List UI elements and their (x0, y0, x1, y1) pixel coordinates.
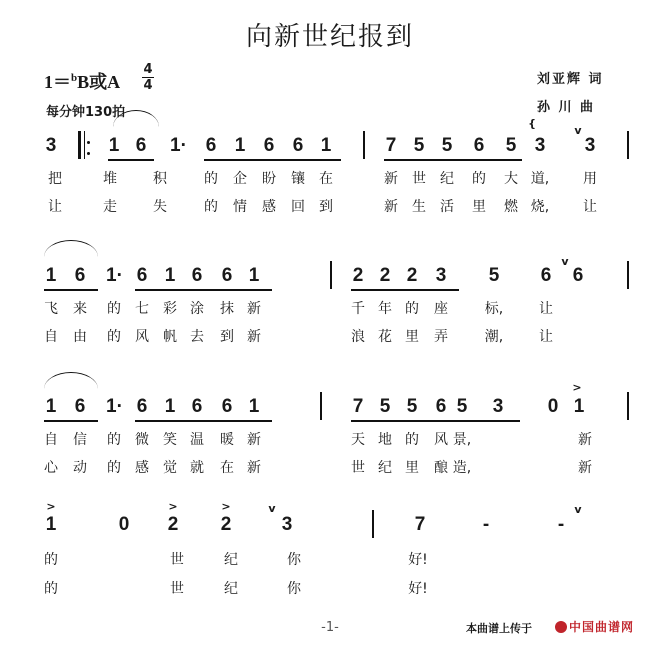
beam-underline (351, 289, 459, 291)
key-prefix: 1＝ (44, 72, 71, 92)
lyric-verse1: 纪 (224, 552, 238, 568)
bar-line (330, 261, 332, 289)
key-text: B或A (77, 72, 121, 92)
accent-mark: > (572, 381, 582, 394)
bar-line (627, 261, 629, 289)
lyric-verse2: 世 (351, 460, 365, 476)
accent-mark: > (221, 500, 231, 513)
tempo-marking: 每分钟130拍 (46, 105, 126, 120)
lyric-verse1: 新 (384, 171, 398, 187)
lyric-verse1: 七 (135, 301, 149, 317)
note: 1 (164, 265, 176, 286)
bar-line (320, 392, 322, 420)
beam-underline (351, 420, 520, 422)
lyric-verse1: 来 (73, 301, 87, 317)
lyric-verse2: 走 (103, 199, 117, 215)
lyric-verse2: 的 (107, 329, 121, 345)
note: 1 (45, 265, 57, 286)
lyric-verse2: 在 (220, 460, 234, 476)
note: 3 (534, 135, 546, 156)
note: 6 (74, 265, 86, 286)
note: 1 (45, 514, 57, 535)
repeat-barline (78, 131, 81, 159)
lyric-verse1: 飞 (44, 301, 58, 317)
repeat-thin-line (84, 131, 85, 159)
accent-mark: v (574, 503, 582, 516)
lyric-verse1: 把 (48, 171, 62, 187)
lyric-verse1: 纪 (440, 171, 454, 187)
note: - (482, 514, 490, 535)
lyric-verse2: 里 (405, 460, 419, 476)
note: 0 (118, 514, 130, 535)
lyric-verse2: 里 (405, 329, 419, 345)
lyric-verse2: 让 (583, 199, 597, 215)
beam-underline (44, 420, 98, 422)
note: 3 (45, 135, 57, 156)
note: 5 (379, 396, 391, 417)
lyric-verse1: 暖 (220, 432, 234, 448)
key-signature (44, 68, 120, 94)
note: 3 (435, 265, 447, 286)
lyricist-credit: 刘亚辉 词 (537, 72, 604, 87)
page-number: -1- (321, 620, 339, 635)
lyric-verse2: 觉 (163, 460, 177, 476)
lyric-verse1: 新 (578, 432, 592, 448)
lyric-verse1: 温 (190, 432, 204, 448)
lyric-verse1: 座 (434, 301, 448, 317)
repeat-dot (87, 141, 90, 144)
accent-mark: v (561, 255, 569, 268)
lyric-verse1: 镶 (291, 171, 305, 187)
lyric-verse2: 潮, (484, 329, 504, 345)
note: 5 (413, 135, 425, 156)
lyric-verse1: 笑 (163, 432, 177, 448)
note: 2 (379, 265, 391, 286)
lyric-verse1: 的 (472, 171, 486, 187)
lyric-verse1: 的 (107, 432, 121, 448)
lyric-verse2: 新 (247, 329, 261, 345)
lyric-verse1: 彩 (163, 301, 177, 317)
lyric-verse2: 弄 (434, 329, 448, 345)
note: 6 (435, 396, 447, 417)
accent-mark: > (168, 500, 178, 513)
lyric-verse2: 花 (378, 329, 392, 345)
lyric-verse2: 动 (73, 460, 87, 476)
lyric-verse2: 自 (44, 329, 58, 345)
lyric-verse2: 酿 (434, 460, 448, 476)
lyric-verse2: 新 (578, 460, 592, 476)
lyric-verse2: 生 (412, 199, 426, 215)
note: 1· (106, 265, 123, 286)
note: 3 (584, 135, 596, 156)
note: 6 (136, 265, 148, 286)
lyric-verse2: 的 (204, 199, 218, 215)
logo-icon (555, 621, 567, 633)
lyric-verse2: 让 (539, 329, 553, 345)
accent-mark: > (46, 500, 56, 513)
lyric-verse1: 好! (408, 552, 428, 568)
note: 2 (406, 265, 418, 286)
note: 6 (572, 265, 584, 286)
site-name: 中国曲谱网 (569, 620, 635, 634)
lyric-verse2: 由 (73, 329, 87, 345)
bar-line (627, 392, 629, 420)
lyric-verse2: 浪 (351, 329, 365, 345)
lyric-verse2: 回 (291, 199, 305, 215)
lyric-verse1: 千 (351, 301, 365, 317)
lyric-verse1: 自 (44, 432, 58, 448)
note: 1 (320, 135, 332, 156)
lyric-verse1: 信 (73, 432, 87, 448)
lyric-verse2: 的 (44, 581, 58, 597)
note: 6 (263, 135, 275, 156)
note: 5 (505, 135, 517, 156)
note: 1 (248, 396, 260, 417)
beam-underline (135, 289, 272, 291)
note: 5 (488, 265, 500, 286)
lyric-verse1: 你 (287, 552, 301, 568)
note: 7 (385, 135, 397, 156)
note: - (557, 514, 565, 535)
lyric-verse1: 的 (44, 552, 58, 568)
note: 6 (191, 265, 203, 286)
beam-underline (108, 159, 154, 161)
note: 1 (573, 396, 585, 417)
site-logo (555, 618, 634, 635)
lyric-verse2: 纪 (224, 581, 238, 597)
note: 6 (74, 396, 86, 417)
beam-underline (204, 159, 341, 161)
lyric-verse2: 世 (170, 581, 184, 597)
note: 6 (473, 135, 485, 156)
lyric-verse1: 企 (233, 171, 247, 187)
note: 2 (220, 514, 232, 535)
note: 6 (221, 396, 233, 417)
note: 1 (164, 396, 176, 417)
flat-sign: b (71, 72, 78, 84)
lyric-verse1: 世 (412, 171, 426, 187)
note: 6 (205, 135, 217, 156)
lyric-verse1: 的 (204, 171, 218, 187)
lyric-verse1: 用 (583, 171, 597, 187)
lyric-verse2: 失 (153, 199, 167, 215)
lyric-verse2: 情 (233, 199, 247, 215)
lyric-verse2: 感 (262, 199, 276, 215)
lyric-verse2: 燃 (504, 199, 518, 215)
lyric-verse1: 新 (247, 432, 261, 448)
lyric-verse2: 活 (440, 199, 454, 215)
lyric-verse2: 心 (44, 460, 58, 476)
lyric-verse1: 世 (170, 552, 184, 568)
time-top: 4 (143, 62, 153, 77)
note: 1 (45, 396, 57, 417)
bar-line (372, 510, 374, 538)
note: 1 (248, 265, 260, 286)
note: 1 (108, 135, 120, 156)
note: 5 (456, 396, 468, 417)
lyric-verse1: 的 (405, 301, 419, 317)
note: 7 (352, 396, 364, 417)
lyric-verse2: 新 (247, 460, 261, 476)
note: 6 (135, 135, 147, 156)
note: 7 (414, 514, 426, 535)
accent-mark: v (574, 124, 582, 137)
lyric-verse1: 的 (405, 432, 419, 448)
repeat-dot (87, 152, 90, 155)
note: 6 (136, 396, 148, 417)
time-bottom: 4 (143, 78, 153, 93)
lyric-verse1: 在 (319, 171, 333, 187)
song-title: 向新世纪报到 (245, 22, 414, 52)
note: 2 (352, 265, 364, 286)
note: 5 (441, 135, 453, 156)
note: 6 (292, 135, 304, 156)
note: 6 (540, 265, 552, 286)
accent-mark: { (528, 117, 536, 130)
lyric-verse1: 让 (539, 301, 553, 317)
lyric-verse1: 大 (504, 171, 518, 187)
lyric-verse2: 你 (287, 581, 301, 597)
beam-underline (44, 289, 98, 291)
lyric-verse1: 年 (378, 301, 392, 317)
lyric-verse2: 烧, (530, 199, 550, 215)
lyric-verse1: 景, (452, 432, 472, 448)
lyric-verse1: 风 (434, 432, 448, 448)
lyric-verse1: 盼 (262, 171, 276, 187)
bar-line (363, 131, 365, 159)
time-signature (141, 62, 155, 93)
note: 6 (221, 265, 233, 286)
lyric-verse2: 里 (472, 199, 486, 215)
lyric-verse1: 堆 (103, 171, 117, 187)
note: 0 (547, 396, 559, 417)
lyric-verse2: 风 (135, 329, 149, 345)
lyric-verse1: 微 (135, 432, 149, 448)
lyric-verse2: 帆 (163, 329, 177, 345)
lyric-verse1: 新 (247, 301, 261, 317)
lyric-verse1: 积 (153, 171, 167, 187)
lyric-verse1: 地 (378, 432, 392, 448)
upload-note: 本曲谱上传于 (466, 622, 532, 635)
lyric-verse1: 的 (107, 301, 121, 317)
note: 2 (167, 514, 179, 535)
lyric-verse1: 标, (484, 301, 504, 317)
lyric-verse1: 涂 (190, 301, 204, 317)
slur (44, 240, 98, 257)
beam-underline (135, 420, 272, 422)
accent-mark: v (268, 502, 276, 515)
slur (44, 372, 98, 389)
lyric-verse2: 造, (452, 460, 472, 476)
lyric-verse2: 感 (135, 460, 149, 476)
lyric-verse2: 去 (190, 329, 204, 345)
bar-line (627, 131, 629, 159)
lyric-verse1: 道, (530, 171, 550, 187)
note: 6 (191, 396, 203, 417)
note: 3 (281, 514, 293, 535)
note: 5 (406, 396, 418, 417)
note: 1· (106, 396, 123, 417)
note: 1· (170, 135, 187, 156)
lyric-verse2: 就 (190, 460, 204, 476)
composer-credit: 孙 川 曲 (537, 100, 596, 115)
lyric-verse1: 抹 (220, 301, 234, 317)
lyric-verse2: 到 (220, 329, 234, 345)
note: 1 (234, 135, 246, 156)
lyric-verse2: 纪 (378, 460, 392, 476)
lyric-verse2: 到 (319, 199, 333, 215)
lyric-verse2: 新 (384, 199, 398, 215)
lyric-verse2: 的 (107, 460, 121, 476)
beam-underline (384, 159, 522, 161)
lyric-verse2: 让 (48, 199, 62, 215)
lyric-verse1: 天 (351, 432, 365, 448)
lyric-verse2: 好! (408, 581, 428, 597)
note: 3 (492, 396, 504, 417)
